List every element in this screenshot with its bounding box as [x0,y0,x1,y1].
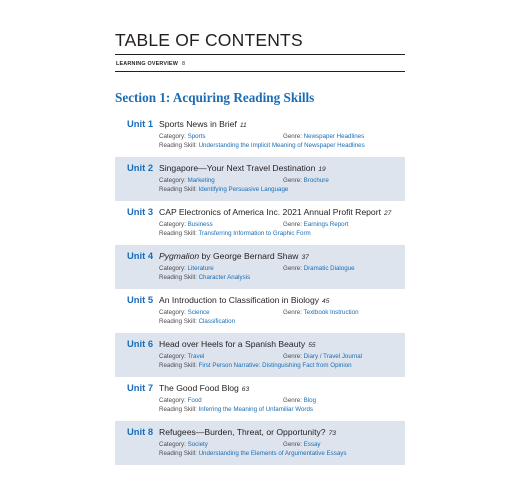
unit-label: Unit 1 [127,118,154,129]
unit-label: Unit 4 [127,250,154,261]
unit-entry-8[interactable] [115,421,405,465]
unit-entry-2[interactable] [115,157,405,201]
unit-label: Unit 2 [127,162,154,173]
unit-entry-1[interactable] [115,113,405,157]
unit-title [159,118,405,132]
unit-title [159,162,405,176]
genre-label: Genre: [283,177,302,184]
category-label: Category: [159,397,186,404]
skill-label: Reading Skill: [159,142,197,149]
skill-value: Identifying Persuasive Language [198,186,289,193]
toc-page [115,30,405,465]
unit-label: Unit 8 [127,426,154,437]
unit-title [159,426,405,440]
genre-label: Genre: [283,133,302,140]
unit-page-number: 45 [322,298,330,305]
genre-value: Essay [303,441,321,448]
category-label: Category: [159,353,186,360]
section-title: Section 1: Acquiring Reading Skills [115,90,315,105]
skill-value: Understanding the Elements of Argumentative Essays [198,450,347,457]
skill-value: Classification [198,318,236,325]
unit-title-text: Head over Heels for a Spanish Beauty [159,339,306,349]
genre-value: Textbook Instruction [303,309,359,316]
genre-label: Genre: [283,265,302,272]
unit-title-text: by George Bernard Shaw [199,251,299,261]
category-value: Science [187,309,210,316]
skill-value: First Person Narrative: Distinguishing Fact from Opinion [198,362,352,369]
unit-title-text: Sports News in Brief [159,119,237,129]
skill-value: Character Analysis [198,274,251,281]
unit-list [115,113,405,465]
genre-label: Genre: [283,221,302,228]
unit-entry-5[interactable] [115,289,405,333]
unit-page-number: 73 [328,430,336,437]
unit-label: Unit 6 [127,338,154,349]
skill-label: Reading Skill: [159,230,197,237]
category-value: Society [187,441,208,448]
unit-page-number: 55 [308,342,316,349]
unit-page-number: 19 [318,166,326,173]
unit-title [159,338,405,352]
unit-page-number: 27 [383,210,392,217]
skill-label: Reading Skill: [159,450,197,457]
overview-page-number: 8 [182,61,186,67]
unit-entry-4[interactable] [115,245,405,289]
genre-value: Dramatic Dialogue [303,265,355,272]
category-value: Literature [187,265,214,272]
genre-value: Diary / Travel Journal [303,353,363,360]
unit-label: Unit 7 [127,382,154,393]
unit-title-text: Singapore—Your Next Travel Destination [159,163,316,173]
genre-value: Earnings Report [303,221,349,228]
unit-label: Unit 5 [127,294,154,305]
category-value: Business [187,221,213,228]
genre-value: Brochure [303,177,329,184]
category-label: Category: [159,177,186,184]
unit-title [159,382,405,396]
unit-title-text: The Good Food Blog [159,383,239,393]
unit-title [159,294,405,308]
category-label: Category: [159,309,186,316]
unit-title-text: CAP Electronics of America Inc. 2021 Annual Profit Report [159,207,381,217]
genre-label: Genre: [283,353,302,360]
skill-value: Understanding the Implicit Meaning of Newspaper Headlines [198,142,365,149]
learning-overview-entry[interactable] [115,55,405,72]
unit-label: Unit 3 [127,206,154,217]
skill-label: Reading Skill: [159,362,197,369]
unit-entry-3[interactable] [115,201,405,245]
unit-entry-7[interactable] [115,377,405,421]
unit-page-number: 63 [241,386,250,393]
genre-label: Genre: [283,441,302,448]
overview-label: LEARNING OVERVIEW [116,61,179,67]
category-value: Sports [187,133,206,140]
page-title: TABLE OF CONTENTS [115,30,405,55]
category-label: Category: [159,265,186,272]
category-value: Marketing [187,177,215,184]
category-label: Category: [159,133,186,140]
unit-title-text: An Introduction to Classification in Biology [159,295,320,305]
skill-label: Reading Skill: [159,318,197,325]
unit-page-number: 11 [239,122,247,129]
genre-label: Genre: [283,397,302,404]
unit-title-text: Refugees—Burden, Threat, or Opportunity? [159,427,326,437]
category-label: Category: [159,441,186,448]
unit-page-number: 37 [301,254,309,261]
skill-label: Reading Skill: [159,274,197,281]
category-value: Travel [187,353,205,360]
category-label: Category: [159,221,186,228]
genre-value: Blog [303,397,317,404]
skill-label: Reading Skill: [159,186,197,193]
skill-value: Inferring the Meaning of Unfamiliar Words [198,406,313,413]
skill-value: Transferring Information to Graphic Form [198,230,311,237]
genre-label: Genre: [283,309,302,316]
genre-value: Newspaper Headlines [303,133,365,140]
skill-label: Reading Skill: [159,406,197,413]
category-value: Food [187,397,202,404]
unit-title [159,206,405,220]
unit-title-italic: Pygmalion [159,251,200,261]
unit-title [159,250,405,264]
unit-entry-6[interactable] [115,333,405,377]
